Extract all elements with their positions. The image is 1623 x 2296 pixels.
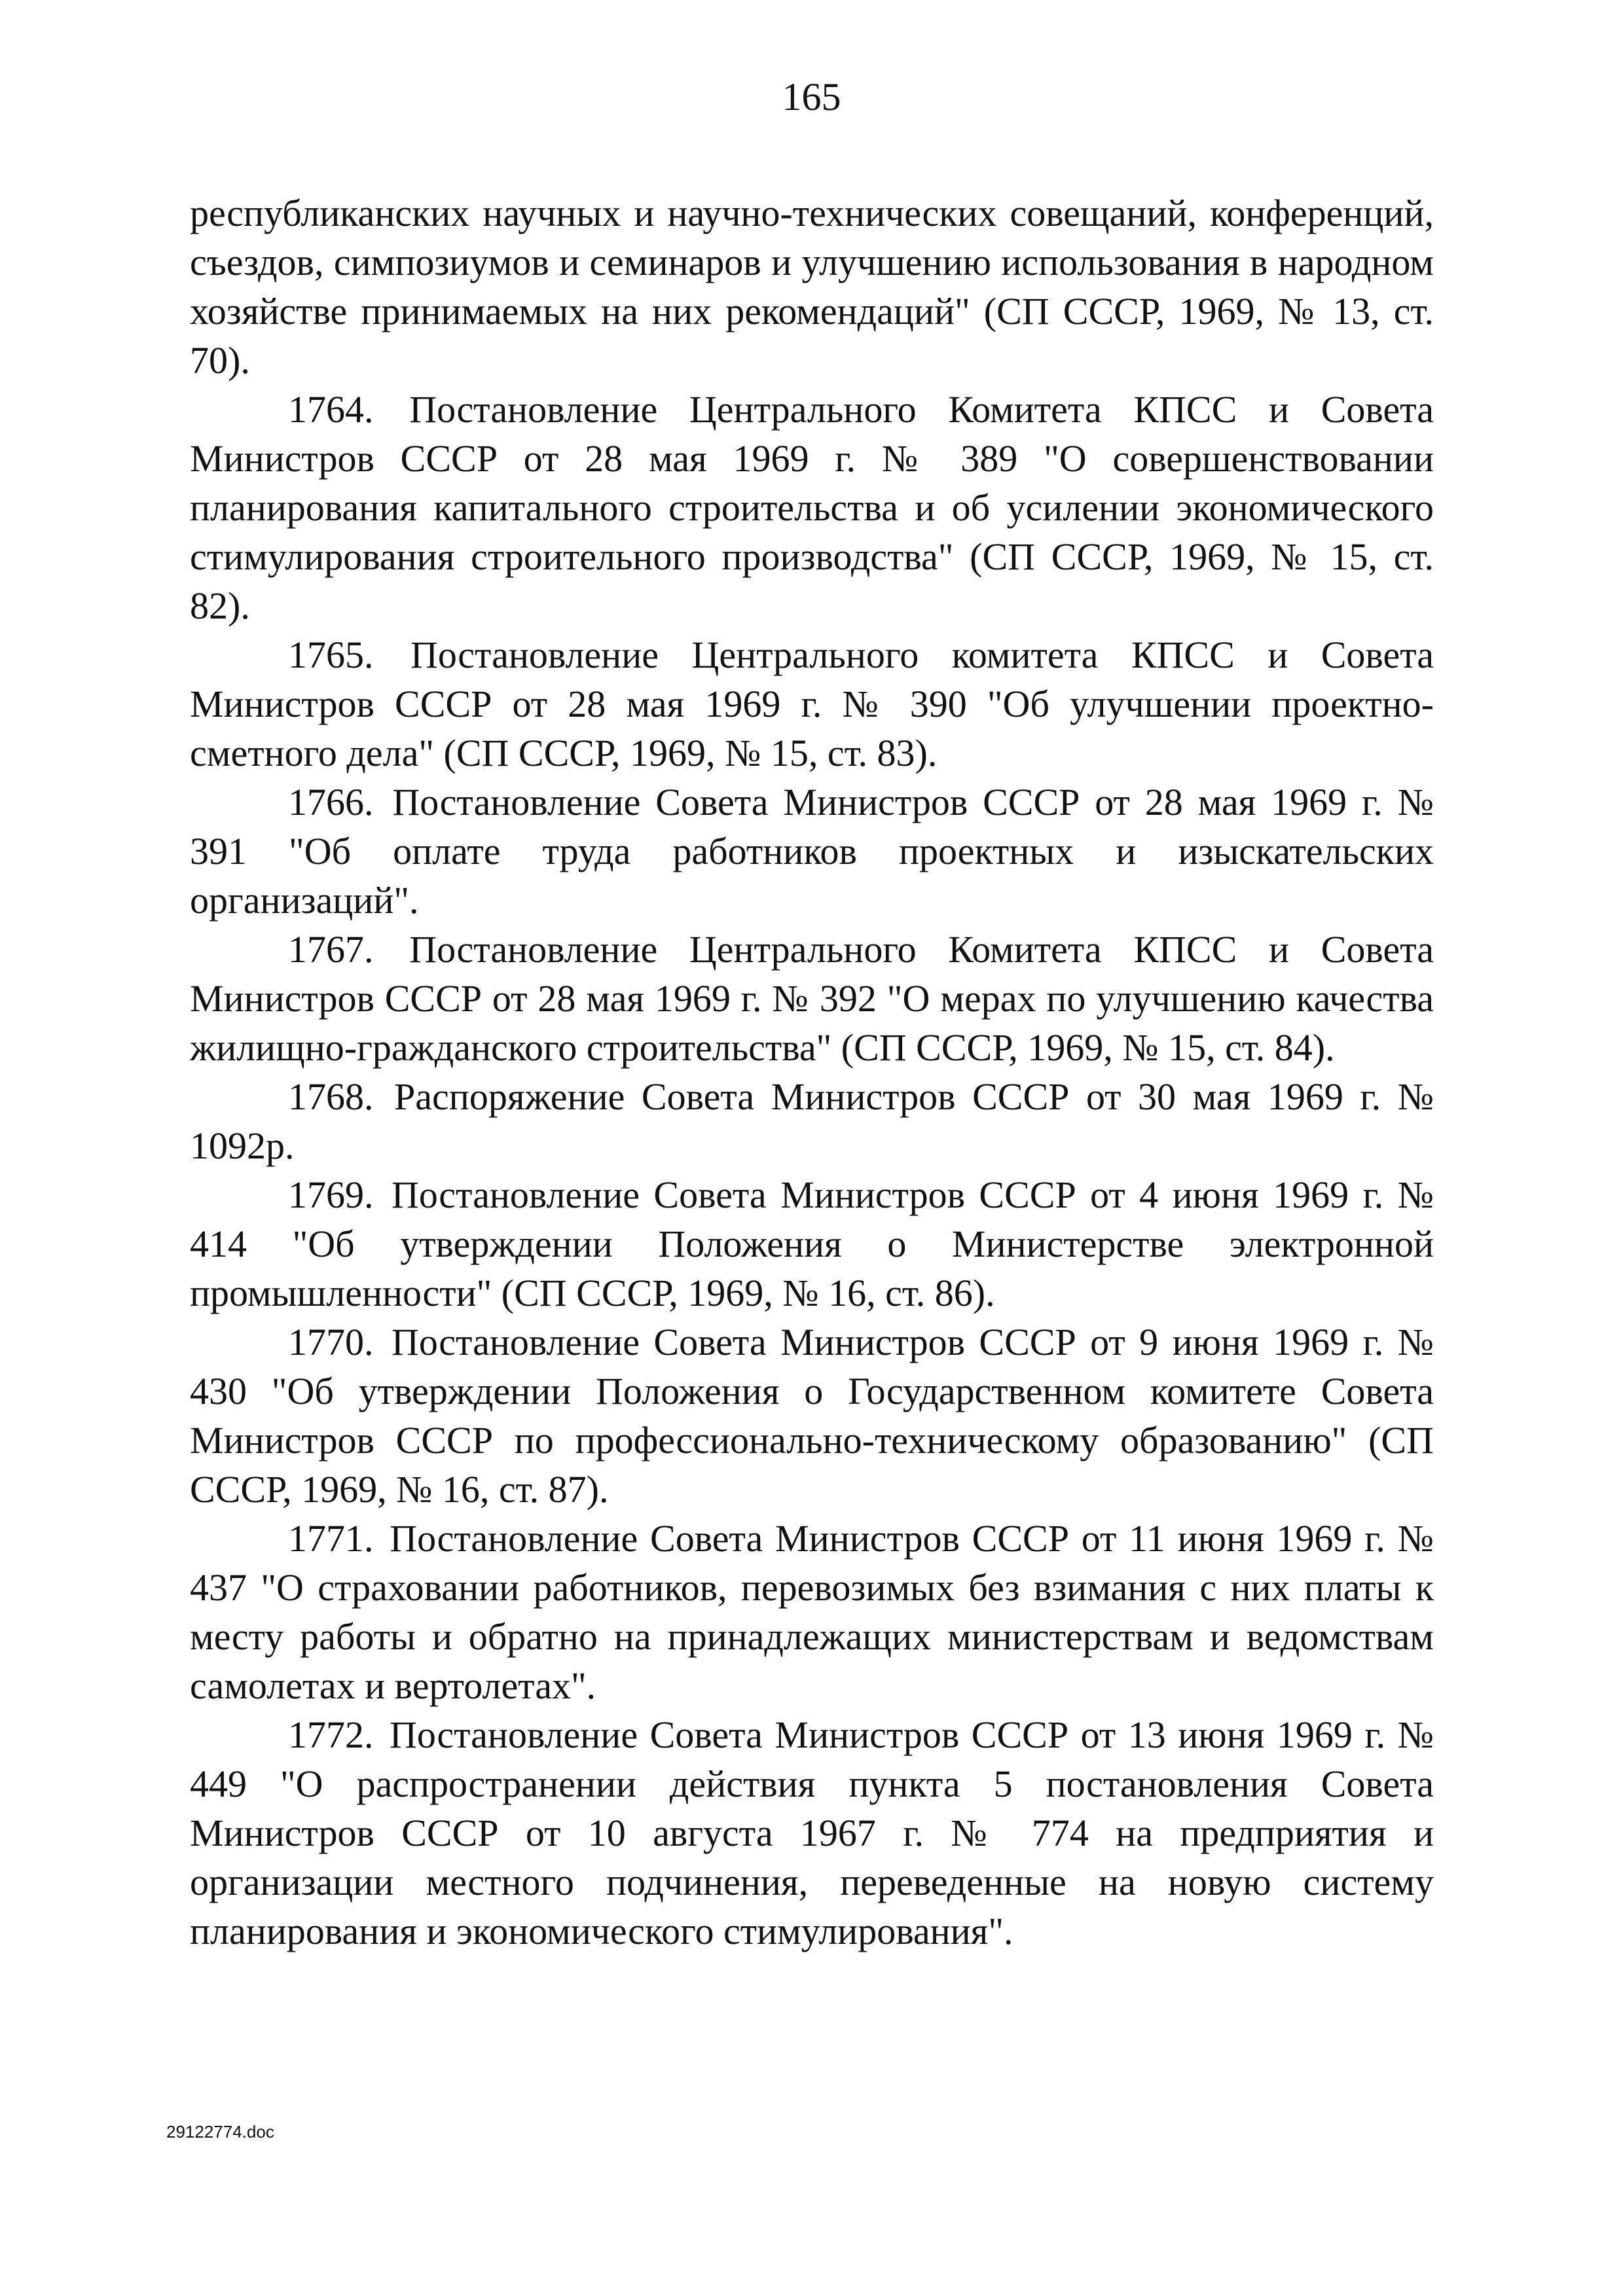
entry-1765	[190, 630, 1434, 778]
footer-filename: 29122774.doc	[166, 2122, 274, 2142]
entry-number: 1770.	[288, 1321, 374, 1363]
entry-number: 1767.	[288, 928, 374, 971]
document-body	[190, 188, 1434, 1956]
entry-number: 1764.	[288, 388, 374, 431]
entry-text: Постановление Центрального Комитета КПСС и Совета Министров СССР от 28 мая 1969 г. № 392 "О мерах по улучшению качества жилищно-гражданского строительства" (СП СССР, 1969, № 15, ст. 84).	[190, 928, 1434, 1069]
entry-1766	[190, 778, 1434, 925]
entry-text: Постановление Совета Министров СССР от 13 июня 1969 г. № 449 "О распространении действия пункта 5 постановления Совета Министров СССР от 10 августа 1967 г. № 774 на предприятия и организации местного подчинения, переведенные на новую систему планирования и экономического стимулирования".	[190, 1713, 1434, 1952]
entry-text: Распоряжение Совета Министров СССР от 30 мая 1969 г. № 1092р.	[190, 1075, 1434, 1167]
entry-number: 1768.	[288, 1075, 374, 1118]
intro-paragraph: республиканских научных и научно-технических совещаний, конференций, съездов, симпозиумов и семинаров и улучшению использования в народном хозяйстве принимаемых на них рекомендаций" (СП СССР, 1969, № 13, ст. 70).	[190, 192, 1434, 382]
entry-1770	[190, 1318, 1434, 1514]
entry-text: Постановление Совета Министров СССР от 28 мая 1969 г. № 391 "Об оплате труда работников проектных и изыскательских организаций".	[190, 781, 1434, 922]
page-number: 165	[782, 75, 841, 118]
entry-1771	[190, 1514, 1434, 1710]
entry-1764	[190, 385, 1434, 630]
entry-1767	[190, 925, 1434, 1072]
entry-1772	[190, 1710, 1434, 1956]
entry-text: Постановление Центрального комитета КПСС и Совета Министров СССР от 28 мая 1969 г. № 390 "Об улучшении проектно-сметного дела" (СП СССР, 1969, № 15, ст. 83).	[190, 634, 1434, 774]
entry-number: 1772.	[288, 1713, 374, 1756]
entry-text: Постановление Совета Министров СССР от 11 июня 1969 г. № 437 "О страховании работников, перевозимых без взимания с них платы к месту работы и обратно на принадлежащих министерствам и ведомствам самолетах и вертолетах".	[190, 1517, 1434, 1707]
entry-1768	[190, 1072, 1434, 1170]
entry-number: 1769.	[288, 1174, 374, 1216]
entry-1769	[190, 1170, 1434, 1318]
entry-number: 1765.	[288, 634, 374, 676]
entry-number: 1771.	[288, 1517, 374, 1560]
entry-text: Постановление Совета Министров СССР от 4 июня 1969 г. № 414 "Об утверждении Положения о Министерстве электронной промышленности" (СП СССР, 1969, № 16, ст. 86).	[190, 1174, 1434, 1314]
entry-number: 1766.	[288, 781, 374, 823]
entry-text: Постановление Центрального Комитета КПСС и Совета Министров СССР от 28 мая 1969 г. № 389 "О совершенствовании планирования капитального строительства и об усилении экономического стимулирования строительного производства" (СП СССР, 1969, № 15, ст. 82).	[190, 388, 1434, 627]
entry-text: Постановление Совета Министров СССР от 9 июня 1969 г. № 430 "Об утверждении Положения о Государственном комитете Совета Министров СССР по профессионально-техническому образованию" (СП СССР, 1969, № 16, ст. 87).	[190, 1321, 1434, 1511]
